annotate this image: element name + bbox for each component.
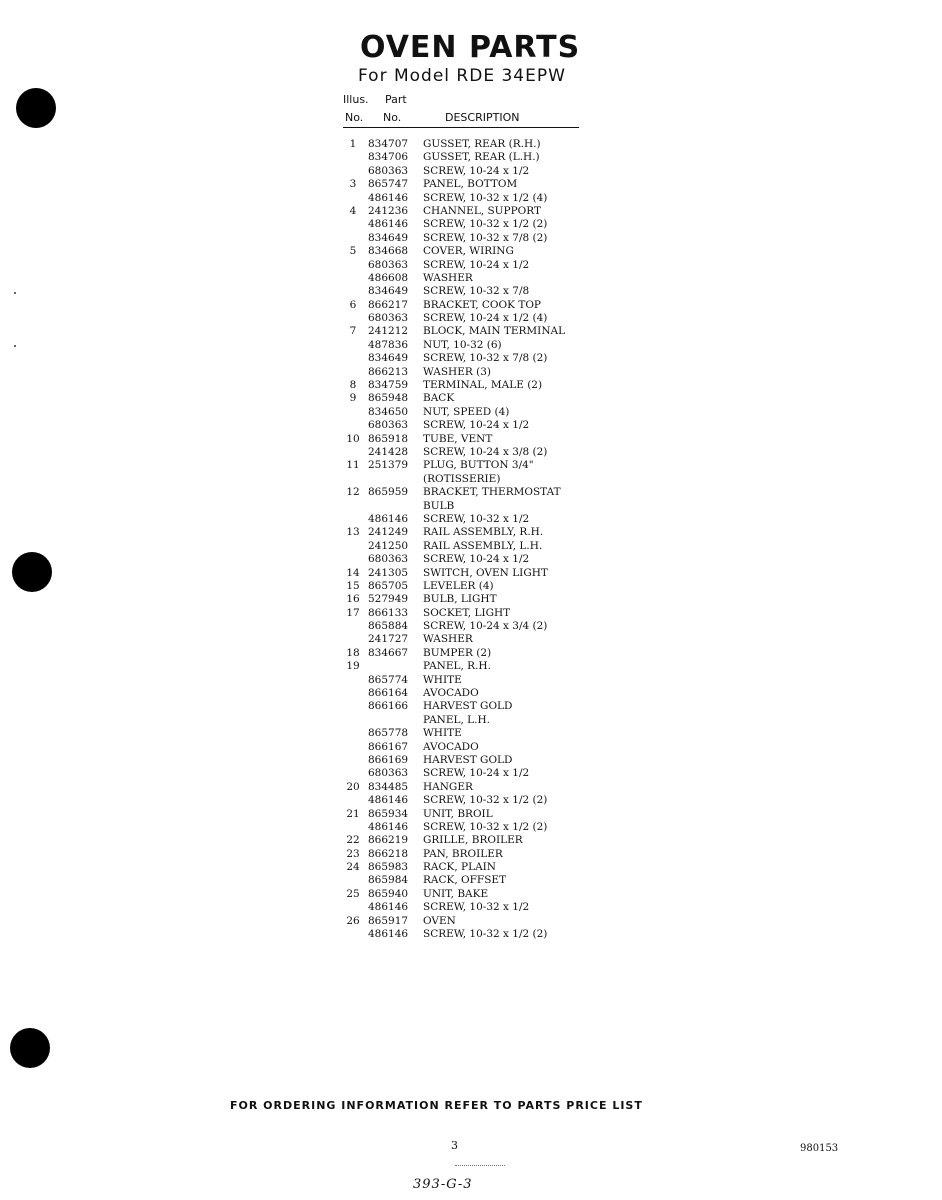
ordering-note: FOR ORDERING INFORMATION REFER TO PARTS PRICE LIST (230, 1099, 643, 1112)
illus-number: 10 (346, 432, 360, 445)
part-number: 866169 (368, 753, 409, 766)
part-description: TERMINAL, MALE (2) (423, 379, 543, 392)
binder-hole-middle (12, 552, 52, 592)
page-number: 3 (451, 1139, 458, 1152)
part-number: 487836 (368, 338, 409, 351)
part-number: 866166 (368, 700, 409, 713)
part-number: 486146 (368, 820, 409, 833)
part-description: AVOCADO (423, 687, 479, 700)
part-description: SCREW, 10-24 x 1/2 (423, 164, 530, 177)
illus-number: 24 (346, 861, 360, 874)
part-description: SCREW, 10-32 x 7/8 (2) (423, 231, 548, 244)
part-number: 834649 (368, 231, 409, 244)
illus-column-header-top: Illus. (343, 93, 369, 106)
part-number: 865934 (368, 807, 409, 820)
part-number: 866217 (368, 298, 409, 311)
part-number: 865948 (368, 392, 409, 405)
part-number: 865918 (368, 432, 409, 445)
part-number: 241428 (368, 445, 409, 458)
part-description: SCREW, 10-24 x 1/2 (423, 767, 530, 780)
part-number: 834649 (368, 285, 409, 298)
part-number: 865747 (368, 178, 409, 191)
illus-number: 17 (346, 606, 360, 619)
part-description: RACK, PLAIN (423, 861, 496, 874)
illus-number: 1 (349, 138, 357, 150)
part-number: 680363 (368, 419, 409, 432)
part-number: 865984 (368, 874, 409, 887)
part-number: 865983 (368, 861, 409, 874)
illus-number: 12 (346, 486, 360, 499)
part-number: 251379 (368, 459, 409, 472)
illus-number: 21 (346, 807, 360, 820)
dotted-mark (455, 1165, 505, 1166)
part-description: NUT, SPEED (4) (423, 405, 510, 418)
part-number: 486146 (368, 512, 409, 525)
part-description: SCREW, 10-32 x 1/2 (2) (423, 794, 548, 807)
illus-number: 11 (346, 459, 360, 472)
part-description: (ROTISSERIE) (423, 472, 501, 485)
illus-number: 9 (349, 392, 357, 405)
part-description: GRILLE, BROILER (423, 834, 523, 847)
part-description: SCREW, 10-32 x 1/2 (423, 512, 530, 525)
illus-number: 16 (346, 593, 360, 606)
part-number: 865774 (368, 673, 409, 686)
part-description: NUT, 10-32 (6) (423, 338, 502, 351)
part-description: WASHER (423, 633, 473, 646)
part-number: 834706 (368, 151, 409, 164)
part-number: 865778 (368, 727, 409, 740)
part-description: WHITE (423, 673, 462, 686)
illus-number: 5 (349, 245, 357, 258)
part-description: RAIL ASSEMBLY, L.H. (423, 539, 543, 552)
part-description: WASHER (423, 271, 473, 284)
part-number: 241249 (368, 526, 409, 539)
part-description: PANEL, BOTTOM (423, 178, 518, 191)
part-description: BLOCK, MAIN TERMINAL (423, 325, 566, 338)
part-description: SCREW, 10-24 x 1/2 (423, 553, 530, 566)
part-description: HANGER (423, 780, 473, 793)
part-number: 241727 (368, 633, 409, 646)
part-number: 486146 (368, 794, 409, 807)
part-description: WASHER (3) (423, 365, 491, 378)
part-number: 834650 (368, 405, 409, 418)
part-description: RAIL ASSEMBLY, R.H. (423, 526, 544, 539)
illus-number: 19 (346, 660, 360, 673)
part-number: 486146 (368, 218, 409, 231)
part-description: SCREW, 10-24 x 1/2 (4) (423, 312, 548, 325)
part-number: 834649 (368, 352, 409, 365)
model-subtitle: For Model RDE 34EPW (358, 66, 566, 86)
part-number: 241236 (368, 204, 409, 217)
illus-number: 7 (349, 325, 357, 338)
illus-number: 20 (346, 780, 360, 793)
part-description: UNIT, BROIL (423, 807, 493, 820)
part-number: 865940 (368, 887, 409, 900)
part-description: PANEL, L.H. (423, 713, 490, 726)
illus-number: 13 (346, 526, 360, 539)
part-description: SWITCH, OVEN LIGHT (423, 566, 548, 579)
part-column-header-top: Part (385, 93, 407, 106)
part-number: 865917 (368, 914, 409, 927)
part-number: 680363 (368, 164, 409, 177)
part-description: SCREW, 10-24 x 1/2 (423, 258, 530, 271)
part-number: 834485 (368, 780, 409, 793)
part-description: SOCKET, LIGHT (423, 606, 511, 619)
part-description: SCREW, 10-32 x 1/2 (4) (423, 191, 548, 204)
part-number: 241212 (368, 325, 409, 338)
part-column-header-bottom: No. (383, 111, 402, 124)
part-description: SCREW, 10-32 x 1/2 (2) (423, 218, 548, 231)
part-description: SCREW, 10-32 x 1/2 (423, 901, 530, 914)
part-description: HARVEST GOLD (423, 753, 513, 766)
header-rule (343, 127, 579, 128)
part-description: SCREW, 10-32 x 7/8 (423, 285, 530, 298)
part-description: BULB, LIGHT (423, 593, 497, 606)
part-number: 680363 (368, 258, 409, 271)
part-number: 486608 (368, 271, 409, 284)
part-description: WHITE (423, 727, 462, 740)
illus-number: 6 (349, 298, 357, 311)
illus-number: 8 (349, 379, 357, 392)
part-description: HARVEST GOLD (423, 700, 513, 713)
part-number: 834707 (368, 138, 409, 150)
part-number: 866133 (368, 606, 409, 619)
illus-number: 25 (346, 887, 360, 900)
part-description: GUSSET, REAR (R.H.) (423, 138, 541, 150)
part-number: 486146 (368, 928, 409, 941)
illus-number: 26 (346, 914, 360, 927)
part-description: UNIT, BAKE (423, 887, 489, 900)
part-number: 527949 (368, 593, 409, 606)
part-number: 865884 (368, 620, 409, 633)
scan-speck (14, 345, 16, 347)
part-description: BULB (423, 499, 455, 512)
part-description: PANEL, R.H. (423, 660, 491, 673)
binder-hole-top (16, 88, 56, 128)
part-number: 834668 (368, 245, 409, 258)
part-description: TUBE, VENT (423, 432, 493, 445)
part-number: 866213 (368, 365, 409, 378)
part-description: OVEN (423, 914, 456, 927)
part-description: AVOCADO (423, 740, 479, 753)
part-number: 865705 (368, 579, 409, 592)
illus-number: 3 (349, 178, 357, 191)
part-number: 866219 (368, 834, 409, 847)
scan-speck (14, 292, 16, 294)
document-code: 980153 (800, 1143, 839, 1154)
part-description: SCREW, 10-24 x 3/4 (2) (423, 620, 548, 633)
part-description: LEVELER (4) (423, 579, 494, 592)
part-number: 834759 (368, 379, 409, 392)
part-number: 866218 (368, 847, 409, 860)
part-number: 680363 (368, 312, 409, 325)
binder-hole-bottom (10, 1028, 50, 1068)
part-number: 865959 (368, 486, 409, 499)
part-description: BUMPER (2) (423, 646, 492, 659)
part-description: GUSSET, REAR (L.H.) (423, 151, 540, 164)
illus-number: 22 (346, 834, 360, 847)
part-description: SCREW, 10-24 x 1/2 (423, 419, 530, 432)
illus-number: 4 (349, 204, 357, 217)
part-description: RACK, OFFSET (423, 874, 507, 887)
illus-number: 23 (346, 847, 360, 860)
part-description: SCREW, 10-32 x 7/8 (2) (423, 352, 548, 365)
handwritten-note: 393-G-3 (413, 1177, 473, 1192)
illus-number: 14 (346, 566, 360, 579)
illus-column-header-bottom: No. (345, 111, 364, 124)
part-description: BACK (423, 392, 455, 405)
part-description: BRACKET, THERMOSTAT (423, 486, 561, 499)
part-description: COVER, WIRING (423, 245, 514, 258)
part-number: 486146 (368, 191, 409, 204)
illus-number: 15 (346, 579, 360, 592)
part-number: 241250 (368, 539, 409, 552)
part-description: SCREW, 10-32 x 1/2 (2) (423, 820, 548, 833)
illus-number: 18 (346, 646, 360, 659)
part-number: 680363 (368, 553, 409, 566)
part-number: 866167 (368, 740, 409, 753)
description-column-header: DESCRIPTION (445, 111, 520, 124)
part-description: CHANNEL, SUPPORT (423, 204, 541, 217)
part-description: BRACKET, COOK TOP (423, 298, 541, 311)
part-number: 486146 (368, 901, 409, 914)
part-description: SCREW, 10-24 x 3/8 (2) (423, 445, 548, 458)
part-description: PLUG, BUTTON 3/4" (423, 459, 534, 472)
part-number: 866164 (368, 687, 409, 700)
part-number: 834667 (368, 646, 409, 659)
part-description: SCREW, 10-32 x 1/2 (2) (423, 928, 548, 941)
part-number: 241305 (368, 566, 409, 579)
part-number: 680363 (368, 767, 409, 780)
part-description: PAN, BROILER (423, 847, 503, 860)
page-title: OVEN PARTS (360, 30, 581, 65)
